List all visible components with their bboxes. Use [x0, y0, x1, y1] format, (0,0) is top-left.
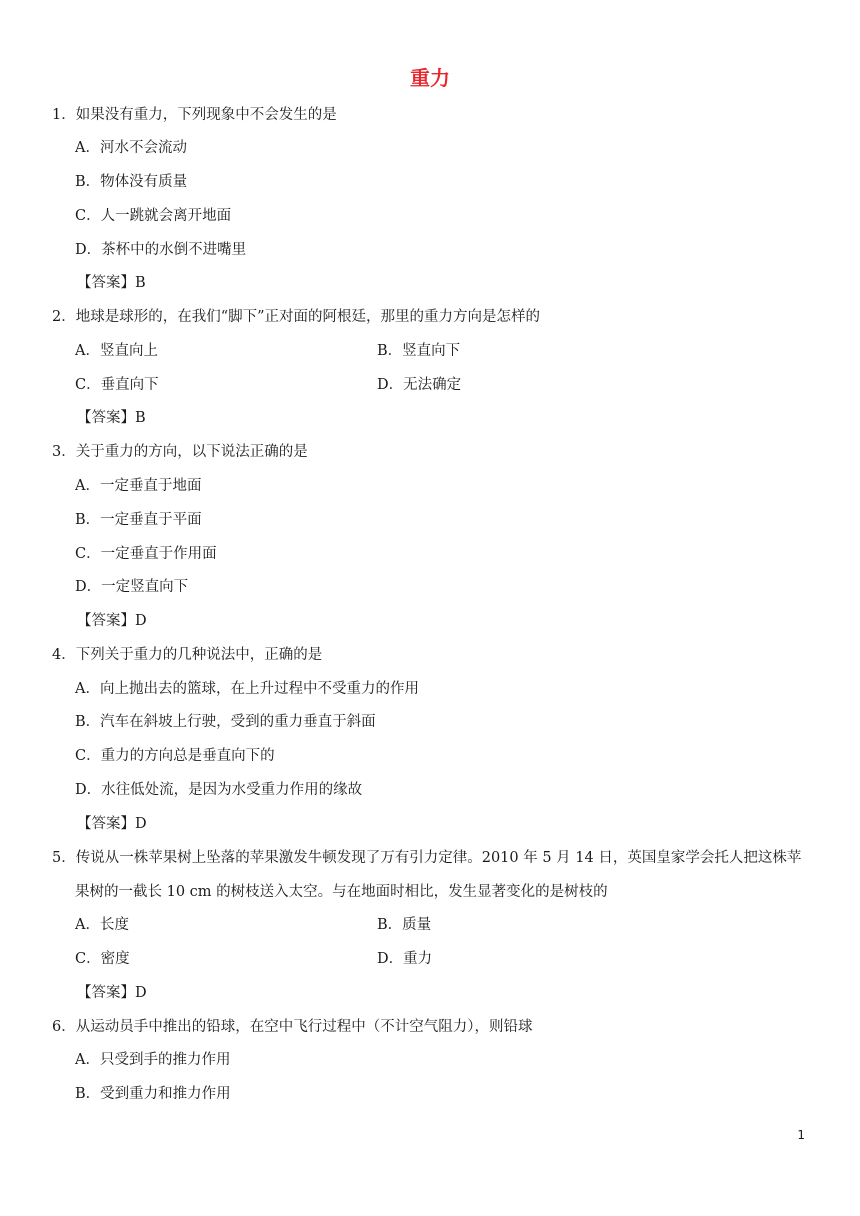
question-3-option-b: B．一定垂直于平面	[75, 512, 202, 528]
question-4-answer: 【答案】D	[77, 816, 147, 832]
question-4-option-c: C．重力的方向总是垂直向下的	[75, 748, 275, 764]
question-2-option-a: A．竖直向上	[75, 343, 158, 359]
question-5-option-d: D．重力	[377, 951, 433, 967]
question-4-option-d: D．水往低处流，是因为水受重力作用的缘故	[75, 782, 363, 798]
question-3-option-a: A．一定垂直于地面	[75, 478, 202, 494]
question-1-option-b: B．物体没有质量	[75, 174, 188, 190]
question-5-stem-line-1: 5．传说从一株苹果树上坠落的苹果激发牛顿发现了万有引力定律。2010 年 5 月 14 日，英国皇家学会托人把这株苹	[52, 850, 802, 866]
question-5-option-c: C．密度	[75, 951, 130, 967]
question-4-option-a: A．向上抛出去的篮球，在上升过程中不受重力的作用	[75, 681, 419, 697]
question-2-option-c: C．垂直向下	[75, 377, 159, 393]
question-3-stem: 3．关于重力的方向，以下说法正确的是	[52, 444, 308, 460]
question-5-option-b: B．质量	[377, 917, 432, 933]
question-1-option-c: C．人一跳就会离开地面	[75, 208, 232, 224]
page-number: 1	[797, 1128, 805, 1142]
question-3-answer: 【答案】D	[77, 613, 147, 629]
question-6-stem: 6．从运动员手中推出的铅球，在空中飞行过程中（不计空气阻力），则铅球	[52, 1019, 533, 1035]
question-4-stem: 4．下列关于重力的几种说法中，正确的是	[52, 647, 323, 663]
question-5-stem-line-2: 果树的一截长 10 cm 的树枝送入太空。与在地面时相比，发生显著变化的是树枝的	[75, 884, 608, 900]
page-title: 重力	[410, 66, 450, 90]
question-5-option-a: A．长度	[75, 917, 129, 933]
question-1-option-d: D．茶杯中的水倒不进嘴里	[75, 242, 247, 258]
question-1-answer: 【答案】B	[77, 275, 146, 291]
question-1-option-a: A．河水不会流动	[75, 140, 187, 156]
question-1-stem: 1．如果没有重力，下列现象中不会发生的是	[52, 107, 337, 123]
question-3-option-d: D．一定竖直向下	[75, 579, 189, 595]
question-4-option-b: B．汽车在斜坡上行驶，受到的重力垂直于斜面	[75, 714, 376, 730]
question-6-option-b: B．受到重力和推力作用	[75, 1086, 231, 1102]
question-5-answer: 【答案】D	[77, 985, 147, 1001]
question-2-answer: 【答案】B	[77, 410, 146, 426]
question-6-option-a: A．只受到手的推力作用	[75, 1052, 231, 1068]
question-2-option-d: D．无法确定	[377, 377, 462, 393]
question-3-option-c: C．一定垂直于作用面	[75, 546, 217, 562]
question-2-stem: 2．地球是球形的，在我们“脚下”正对面的阿根廷，那里的重力方向是怎样的	[52, 309, 541, 325]
question-2-option-b: B．竖直向下	[377, 343, 461, 359]
